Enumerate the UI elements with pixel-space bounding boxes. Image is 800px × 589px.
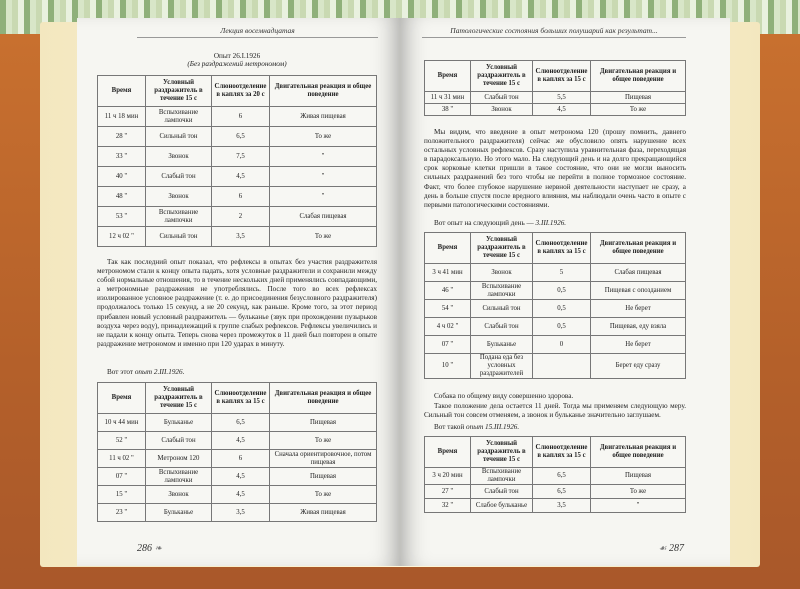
table-cell: 23 " [98,504,146,522]
table1-caption-line2: (Без раздражений метрономом) [187,60,287,68]
table-header-row [98,383,377,414]
table-cell: Пищевая [270,414,377,432]
table-header-cell: Двигательная реакция и общее поведение [591,233,686,264]
table-cell: 07 " [98,468,146,486]
table-top [424,60,686,116]
table-cell: 6,5 [533,485,591,499]
table-cell: Звонок [146,187,212,207]
table-cell: Не берет [591,300,686,318]
table-cell: То же [591,104,686,116]
table-cell: Метроном 120 [146,450,212,468]
table-header-cell: Условный раздражитель в течение 15 с [471,437,533,468]
table-header-cell: Условный раздражитель в течение 15 с [471,61,533,92]
table-cell: 4,5 [212,486,270,504]
table-row [425,104,686,116]
table-header-cell: Двигательная реакция и общее поведение [591,61,686,92]
right-paragraph-2-prefix: Вот опыт на следующий день — [434,219,534,227]
table-row [98,147,377,167]
table-cell: Берет еду сразу [591,354,686,379]
table-row [425,92,686,104]
table-cell: Бульканье [471,336,533,354]
table-cell: 4,5 [212,167,270,187]
right-paragraph-3: Собака по общему виду совершенно здорова. [434,392,574,400]
table-cell: Вспыхивание лампочки [471,282,533,300]
table-header-cell: Двигательная реакция и общее поведение [270,76,377,107]
table-cell: Слабая пищевая [591,264,686,282]
table-header-cell: Двигательная реакция и общее поведение [591,437,686,468]
table-cell: 4,5 [212,432,270,450]
left-paragraph-2 [97,368,377,377]
table-cell: 3,5 [212,504,270,522]
table1-caption-line1: Опыт 26.I.1926 [213,52,261,60]
table-cell: 38 " [425,104,471,116]
table-header-row [425,437,686,468]
table-cell: Пищевая [270,468,377,486]
table-row [98,432,377,450]
table-cell: Слабое бульканье [471,499,533,513]
table-cell: Вспыхивание лампочки [146,468,212,486]
right-page-number [658,543,684,554]
ornament-icon: ☙ [658,543,667,553]
left-paragraph-1: Так как последний опыт показал, что рефлексы в опытах без участия раздражителя метрономом стали к концу опыта падать, хотя условные раздражители и сохранили между собой нормальные отношения, то в течение нескольких дней применялись совпадающими, а метрономные раздражения не употреблялись. После того во всех рефлексах изолированное условное раздражение (т. е. до присоединения безусловного раздражителя) продолжалось только 15 секунд, а не 20 секунд, как раньше. Кроме того, за этот период прибавлен новый условный раздражитель — бульканье (звук при прохождении пузырьков воздуха через воду), принадлежащий к группе слабых рефлексов. Рефлексы увеличились и не падали к концу опыта. Теперь снова через промежуток в 11 дней был повторен в опыте раздражение метрономом и именно при 120 ударах в минуту. [97,258,377,348]
table-row [425,336,686,354]
table-header-cell: Время [98,383,146,414]
table-cell: Сильный тон [146,227,212,247]
table-row [425,354,686,379]
table-header-cell: Условный раздражитель в течение 15 с [146,76,212,107]
table-cell: 6 [212,187,270,207]
table-cell: " [270,187,377,207]
table-cell: Живая пищевая [270,504,377,522]
table-cell: 32 " [425,499,471,513]
table-row [98,468,377,486]
right-paragraph-1: Мы видим, что введение в опыт метронома 120 (прошу помнить, давнего положительного раздражителя) сейчас же обусловило опять нарушение всех остальных условных рефлексов. Сразу наступила уравнительная фаза, переходящая в парадоксальную. Но этого мало. На следующий день и на долго прекращающийся срок корковые клетки пришли в такое состояние, что они не могли выносить сильных раздражений без того чтобы не перейти в полное тормозное состояние. Факт, что более глубокое нарушение нервной деятельности наступает не сразу, а день в больше спустя после вредного влияния, мы наблюдали очень часто в опыте с первыми патологическими состояниями. [424,128,686,209]
table-cell: 3 ч 41 мин [425,264,471,282]
table-cell: 6 [212,107,270,127]
right-header-text: Патологические состояния больших полушарий как результат... [450,26,658,35]
table-row [98,414,377,432]
table-cell: Пищевая, еду взяла [591,318,686,336]
table-row [98,127,377,147]
table-cell: Слабый тон [146,167,212,187]
left-page [77,18,400,566]
table-cell: 15 " [98,486,146,504]
table-cell: 4,5 [533,104,591,116]
table-cell: 4 ч 02 " [425,318,471,336]
table-cell: 2 [212,207,270,227]
table-cell: 5 [533,264,591,282]
table-cell: 10 ч 44 мин [98,414,146,432]
table-row [425,282,686,300]
table-cell: 4,5 [212,468,270,486]
right-paragraph-5-experiment: опыт 15.III.1926. [466,423,520,431]
left-page-number-text: 286 [137,543,152,554]
table-bottom [424,436,686,513]
table-cell: То же [591,485,686,499]
right-paragraph-5 [424,423,686,432]
table-cell: 11 ч 02 " [98,450,146,468]
table-mid [424,232,686,379]
table-row [98,167,377,187]
table-cell [533,354,591,379]
table-header-cell: Слюноотделение в каплях за 15 с [533,61,591,92]
table-row [425,264,686,282]
table-header-row [425,233,686,264]
table-cell: 48 " [98,187,146,207]
table-cell: Звонок [471,264,533,282]
table-cell: 0 [533,336,591,354]
table-row [425,318,686,336]
table-cell: 12 ч 02 " [98,227,146,247]
table-cell: Звонок [471,104,533,116]
right-paragraph-2 [424,219,686,228]
table-cell: 52 " [98,432,146,450]
table-cell: 40 " [98,167,146,187]
table-cell: 6,5 [212,127,270,147]
right-page [400,18,730,566]
table-cell: Вспыхивание лампочки [471,468,533,485]
table-cell: 07 " [425,336,471,354]
table-cell: Слабый тон [471,92,533,104]
table-header-row [98,76,377,107]
table-cell: Живая пищевая [270,107,377,127]
table-row [98,207,377,227]
table-header-cell: Условный раздражитель в течение 15 с [146,383,212,414]
table-cell: Пищевая [591,468,686,485]
table-row [425,300,686,318]
table-cell: 10 " [425,354,471,379]
table-1 [97,75,377,247]
table-header-cell: Слюноотделение в каплях за 15 с [533,437,591,468]
table-cell: " [270,147,377,167]
table-cell: Пищевая [591,92,686,104]
table-cell: 5,5 [533,92,591,104]
table-cell: 46 " [425,282,471,300]
table-cell: 27 " [425,485,471,499]
left-page-number [137,543,162,554]
table-cell: Сначала ориентировочное, потом пищевая [270,450,377,468]
table-cell: Сильный тон [471,300,533,318]
table-row [98,187,377,207]
table-header-cell: Двигательная реакция и общее поведение [270,383,377,414]
table-cell: 11 ч 31 мин [425,92,471,104]
table-cell: 28 " [98,127,146,147]
table-cell: Звонок [146,486,212,504]
left-paragraph-2-experiment: опыт 2.III.1926. [134,368,185,376]
table-cell: 0,5 [533,300,591,318]
table-cell: Слабый тон [471,485,533,499]
table-cell: Бульканье [146,414,212,432]
table-cell: Вспыхивание лампочки [146,207,212,227]
table-header-cell: Слюноотделение в каплях за 15 с [533,233,591,264]
table-cell: 3,5 [212,227,270,247]
table-cell: " [591,499,686,513]
table-cell: Слабая пищевая [270,207,377,227]
table-header-cell: Время [425,437,471,468]
table-cell: Слабый тон [471,318,533,336]
right-page-number-text: 287 [669,543,684,554]
right-paragraph-2-experiment: 3.III.1926. [535,219,567,227]
table-cell: 0,5 [533,318,591,336]
table-cell: 33 " [98,147,146,167]
left-paragraph-2-prefix: Вот этот [107,368,134,376]
table-cell: 3 ч 20 мин [425,468,471,485]
right-paragraph-5-prefix: Вот такой [434,423,465,431]
table-row [425,485,686,499]
table-cell: 11 ч 18 мин [98,107,146,127]
left-header-text: Лекция восемнадцатая [220,26,295,35]
right-running-header [422,26,686,38]
table-header-cell: Время [98,76,146,107]
table-cell: 6,5 [533,468,591,485]
table-row [98,450,377,468]
table-cell: То же [270,432,377,450]
table-row [98,504,377,522]
table-cell: 54 " [425,300,471,318]
ornament-icon: ❧ [154,543,163,553]
table-cell: Слабый тон [146,432,212,450]
table-cell: Бульканье [146,504,212,522]
table-cell: Пищевая с опозданием [591,282,686,300]
table-cell: " [270,167,377,187]
table-cell: Сильный тон [146,127,212,147]
right-paragraph-4: Такое положение дела остается 11 дней. Тогда мы применяем следующую меру. Сильный тон совсем отменяем, а звонок и бульканье значительно заглушаем. [424,402,686,420]
table-cell: То же [270,127,377,147]
table-2 [97,382,377,522]
table-row [425,499,686,513]
table-row [425,468,686,485]
table-header-row [425,61,686,92]
table-row [98,227,377,247]
table-cell: 0,5 [533,282,591,300]
table-row [98,486,377,504]
table-cell: Вспыхивание лампочки [146,107,212,127]
table-cell: Подана еда без условных раздражителей [471,354,533,379]
table-header-cell: Слюноотделение в каплях за 15 с [212,383,270,414]
table-cell: То же [270,486,377,504]
table-cell: Не берет [591,336,686,354]
table-cell: 3,5 [533,499,591,513]
table-header-cell: Условный раздражитель в течение 15 с [471,233,533,264]
left-running-header [137,26,378,38]
table-cell: 53 " [98,207,146,227]
table-header-cell: Время [425,233,471,264]
table-header-cell: Время [425,61,471,92]
table-cell: 7,5 [212,147,270,167]
table-cell: То же [270,227,377,247]
table-cell: 6 [212,450,270,468]
table-header-cell: Слюноотделение в каплях за 20 с [212,76,270,107]
table1-caption [97,52,377,68]
table-row [98,107,377,127]
table-cell: Звонок [146,147,212,167]
table-cell: 6,5 [212,414,270,432]
